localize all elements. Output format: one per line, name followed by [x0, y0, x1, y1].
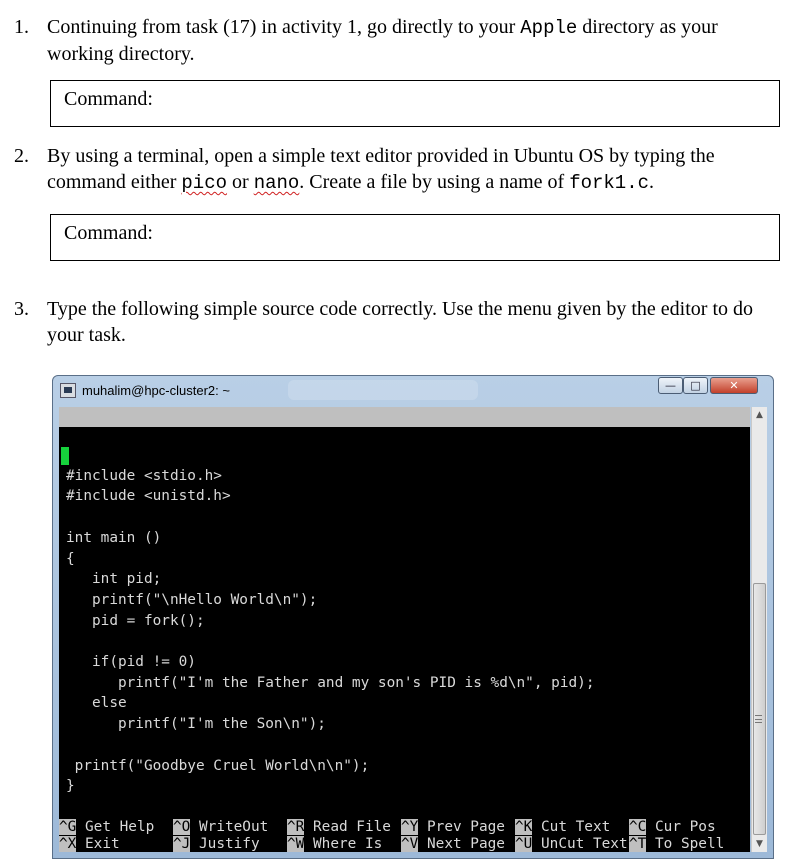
task-number: 1. — [14, 16, 29, 38]
command-label: Command: — [64, 222, 153, 244]
shortcut-key: ^V — [401, 836, 419, 852]
shortcut-label: Get Help — [76, 819, 155, 835]
command-box[interactable] — [50, 214, 780, 261]
scroll-grip-icon — [755, 715, 762, 723]
shortcut-key: ^C — [629, 819, 647, 835]
shortcut-key: ^U — [515, 836, 533, 852]
task-number: 2. — [14, 145, 29, 167]
shortcut-label: Prev Page — [418, 819, 505, 835]
scroll-down-icon[interactable]: ▼ — [756, 839, 763, 849]
code-line: #include <stdio.h> — [66, 467, 222, 484]
code-line: } — [66, 778, 75, 795]
command-box[interactable] — [50, 80, 780, 127]
shortcut-label: WriteOut — [190, 819, 269, 835]
shortcut-key: ^O — [173, 819, 191, 835]
nano-version: GNU nano 2.2.4 — [77, 429, 199, 445]
command-label: Command: — [64, 88, 153, 110]
terminal-window — [52, 375, 774, 859]
shortcut-item[interactable] — [287, 836, 382, 852]
inline-code: fork1.c — [569, 172, 650, 194]
close-button[interactable]: ✕ — [710, 377, 758, 394]
shortcut-key: ^T — [629, 836, 647, 852]
task-text: By using a terminal, open a simple text editor provided in Ubuntu OS by typing the command either pico or nano. Create a file by using a name of fork1.c. — [47, 145, 715, 194]
shortcut-label: Read File — [304, 819, 391, 835]
window-titlebar[interactable] — [53, 376, 773, 406]
nano-title-bar — [59, 407, 750, 465]
shortcut-key: ^G — [59, 819, 77, 835]
shortcut-label: Cut Text — [532, 819, 611, 835]
scroll-up-icon[interactable]: ▲ — [756, 410, 763, 420]
code-line: pid = fork(); — [66, 612, 205, 629]
code-line: printf("I'm the Son\n"); — [66, 716, 326, 733]
shortcut-key: ^J — [173, 836, 191, 852]
minimize-button[interactable]: — — [658, 377, 683, 394]
code-line: { — [66, 550, 75, 567]
shortcut-label: Exit — [76, 836, 120, 852]
inline-code: nano — [253, 172, 300, 194]
shortcut-item[interactable] — [401, 836, 505, 852]
scroll-thumb[interactable] — [753, 583, 766, 835]
code-line: int pid; — [66, 571, 162, 588]
code-line: printf("I'm the Father and my son's PID is %d\n", pid); — [66, 674, 595, 691]
shortcut-key: ^X — [59, 836, 77, 852]
shortcut-key: ^K — [515, 819, 533, 835]
code-line: printf("Goodbye Cruel World\n\n"); — [66, 757, 370, 774]
task-text: Continuing from task (17) in activity 1, go directly to your Apple directory as your working directory. — [47, 16, 718, 65]
shortcut-label: UnCut Text — [532, 836, 628, 852]
background-window-ghost — [288, 380, 478, 400]
shortcut-label: To Spell — [646, 836, 725, 852]
vertical-scrollbar[interactable] — [751, 407, 767, 852]
terminal-screen[interactable] — [59, 407, 750, 852]
shortcut-item[interactable] — [515, 819, 610, 836]
shortcut-row — [59, 836, 750, 852]
inline-code: pico — [181, 172, 228, 194]
code-line: if(pid != 0) — [66, 654, 196, 670]
task-number: 3. — [14, 298, 29, 320]
shortcut-key: ^W — [287, 836, 305, 852]
maximize-button[interactable]: □ — [683, 377, 708, 394]
shortcut-label: Cur Pos — [646, 819, 716, 835]
shortcut-item[interactable] — [59, 819, 154, 836]
shortcut-item[interactable] — [173, 836, 260, 852]
inline-code: Apple — [520, 17, 578, 39]
window-title: muhalim@hpc-cluster2: ~ — [82, 383, 230, 398]
shortcut-item[interactable] — [59, 836, 120, 852]
shortcut-item[interactable] — [287, 819, 391, 836]
shortcut-label: Where Is — [304, 836, 383, 852]
code-line: #include <unistd.h> — [66, 488, 231, 505]
putty-icon — [60, 383, 76, 398]
task-text: Type the following simple source code correctly. Use the menu given by the editor to do your task. — [47, 298, 753, 346]
shortcut-item[interactable] — [515, 836, 628, 852]
code-line: int main () — [66, 529, 162, 546]
shortcut-item[interactable] — [401, 819, 505, 836]
code-line: else — [66, 695, 127, 712]
shortcut-row — [59, 819, 750, 836]
text-cursor — [61, 447, 69, 465]
shortcut-item[interactable] — [629, 836, 724, 852]
buffer-name: New Buffer — [333, 449, 420, 465]
shortcut-key: ^Y — [401, 819, 419, 835]
shortcut-item[interactable] — [629, 819, 716, 836]
shortcut-item[interactable] — [173, 819, 268, 836]
shortcut-key: ^R — [287, 819, 305, 835]
shortcut-label: Next Page — [418, 836, 505, 852]
code-line: printf("\nHello World\n"); — [66, 591, 318, 608]
shortcut-label: Justify — [190, 836, 260, 852]
